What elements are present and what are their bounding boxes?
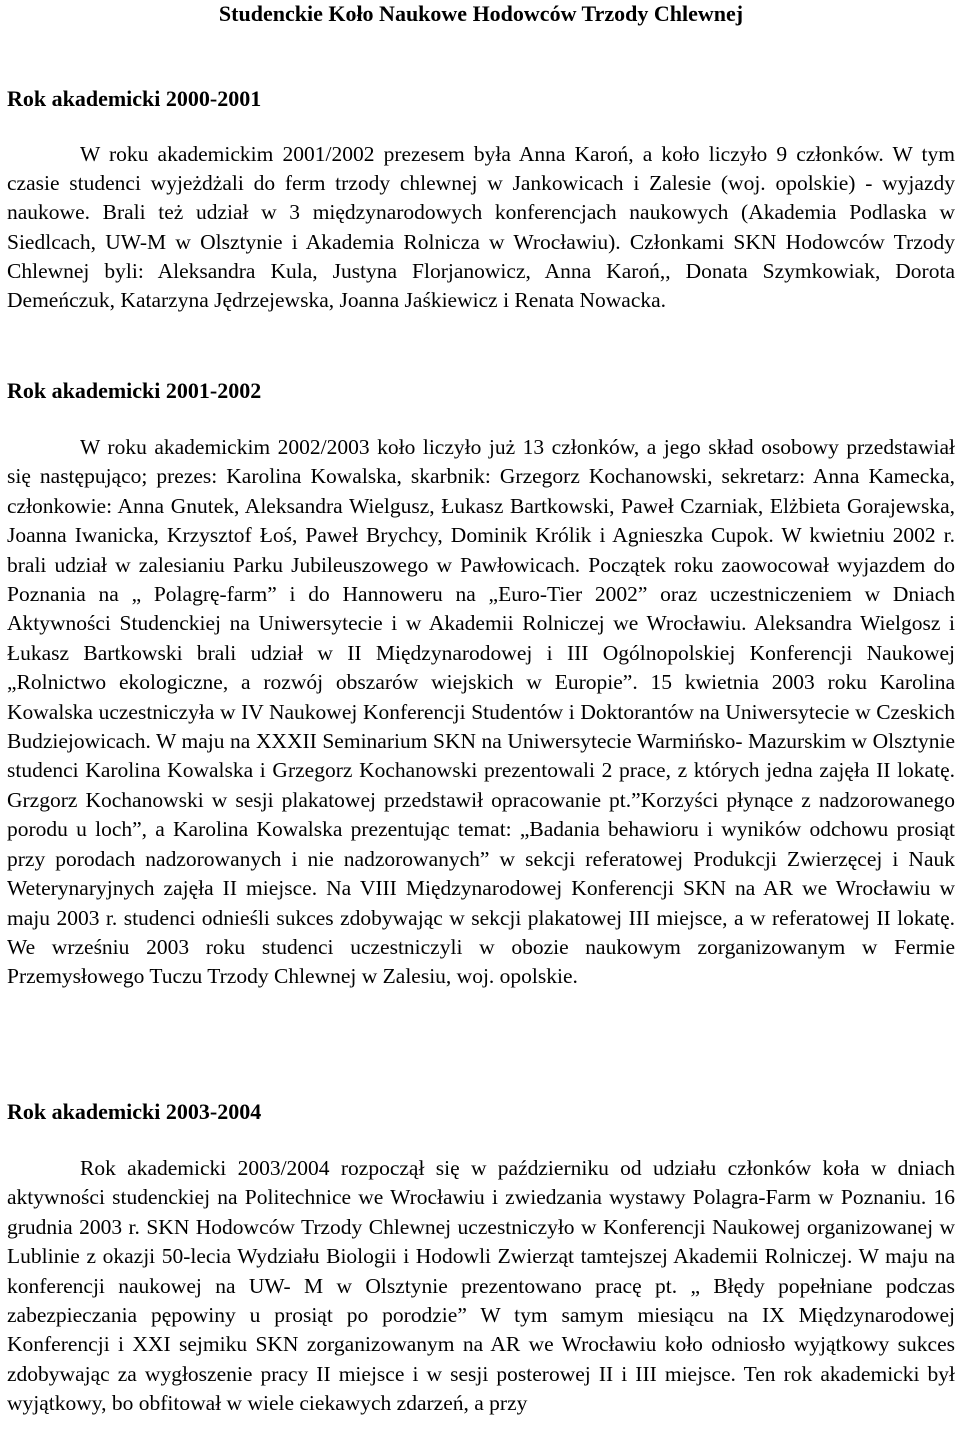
section-paragraph-2003-2004: Rok akademicki 2003/2004 rozpoczął się w październiku od udziału członków koła w dniach aktywności studenckiej na Politechnice we Wrocławiu i zwiedzania wystawy Polagra-Farm w Poznaniu. 16 grudnia 2003 r. SKN Hodowców Trzody Chlewnej uczestniczyło w Konferencji Naukowej organizowanej w Lublinie z okazji 50-lecia Wydziału Biologii i Hodowli Zwierząt tamtejszej Akademii Rolniczej. W maju na konferencji naukowej na UW- M w Olsztynie prezentowano pracę pt. „ Błędy popełniane podczas zabezpieczania pępowiny u prosiąt po porodzie” W tym samym miesiącu na IX Międzynarodowej Konferencji i XXI sejmiku SKN zorganizowanym na AR we Wrocławiu koło odniosło wyjątkowy sukces zdobywając za wygłoszenie pracy II miejsce i w sesji posterowej II i III miejsce. Ten rok akademicki był wyjątkowy, bo obfitował w wiele ciekawych zdarzeń, a przy	[7, 1156, 955, 1416]
section-heading-2000-2001: Rok akademicki 2000-2001	[7, 86, 262, 111]
section-paragraph-2000-2001: W roku akademickim 2001/2002 prezesem była Anna Karoń, a koło liczyło 9 członków. W tym czasie studenci wyjeżdżali do ferm trzody chlewnej w Jankowicach i Zalesie (woj. opolskie) - wyjazdy naukowe. Brali też udział w 3 międzynarodowych konferencjach naukowych (Akademia Podlaska w Siedlcach, UW-M w Olsztynie i Akademia Rolnicza w Wrocławiu). Członkami SKN Hodowców Trzody Chlewnej byli: Aleksandra Kula, Justyna Florjanowicz, Anna Karoń,, Donata Szymkowiak, Dorota Demeńczuk, Katarzyna Jędrzejewska, Joanna Jaśkiewicz i Renata Nowacka.	[7, 142, 955, 313]
section-paragraph-2001-2002: W roku akademickim 2002/2003 koło liczyło już 13 członków, a jego skład osobowy przedstawiał się następująco; prezes: Karolina Kowalska, skarbnik: Grzegorz Kochanowski, sekretarz: Anna Kamecka, członkowie: Anna Gnutek, Aleksandra Wielgusz, Łukasz Bartkowski, Paweł Czarniak, Elżbieta Gorajewska, Joanna Iwanicka, Krzysztof Łoś, Paweł Brychcy, Dominik Królik i Agnieszka Cupok. W kwietniu 2002 r. brali udział w zalesianiu Parku Jubileuszowego w Pawłowicach. Początek roku zaowocował wyjazdem do Poznania na „ Polagrę-farm” i do Hannoweru na „Euro-Tier 2002” oraz uczestniczeniem w Dniach Aktywności Studenckiej na Uniwersytecie i w Akademii Rolniczej we Wrocławiu. Aleksandra Wielgosz i Łukasz Bartkowski brali udział w II Międzynarodowej i III Ogólnopolskiej Konferencji Naukowej „Rolnictwo ekologiczne, a rozwój obszarów wiejskich w Europie”. 15 kwietnia 2003 roku Karolina Kowalska uczestniczyła w IV Naukowej Konferencji Studentów i Doktorantów na Uniwersytecie w Czeskich Budziejowicach. W maju na XXXII Seminarium SKN na Uniwersytecie Warmińsko- Mazurskim w Olsztynie studenci Karolina Kowalska i Grzegorz Kochanowski prezentowali 2 prace, z których jedna zajęła II lokatę. Grzgorz Kochanowski w sesji plakatowej przedstawił opracowanie pt.”Korzyści płynące z nadzorowanego porodu u loch”, a Karolina Kowalska prezentując temat: „Badania behawioru i wyników odchowu prosiąt przy porodach nadzorowanych i nie nadzorowanych” w sekcji referatowej Produkcji Zwierzęcej i Nauk Weterynaryjnych zajęła II miejsce. Na VIII Międzynarodowej Konferencji SKN na AR we Wrocławiu w maju 2003 r. studenci odnieśli sukces zdobywając w sekcji plakatowej III miejsce, a w referatowej II lokatę. We wrześniu 2003 roku studenci uczestniczyli w obozie naukowym zorganizowanym w Fermie Przemysłowego Tuczu Trzody Chlewnej w Zalesiu, woj. opolskie.	[7, 435, 955, 989]
section-heading-2003-2004: Rok akademicki 2003-2004	[7, 1099, 262, 1124]
section-heading-2001-2002: Rok akademicki 2001-2002	[7, 378, 262, 403]
document-title: Studenckie Koło Naukowe Hodowców Trzody Chlewnej	[218, 1, 744, 26]
